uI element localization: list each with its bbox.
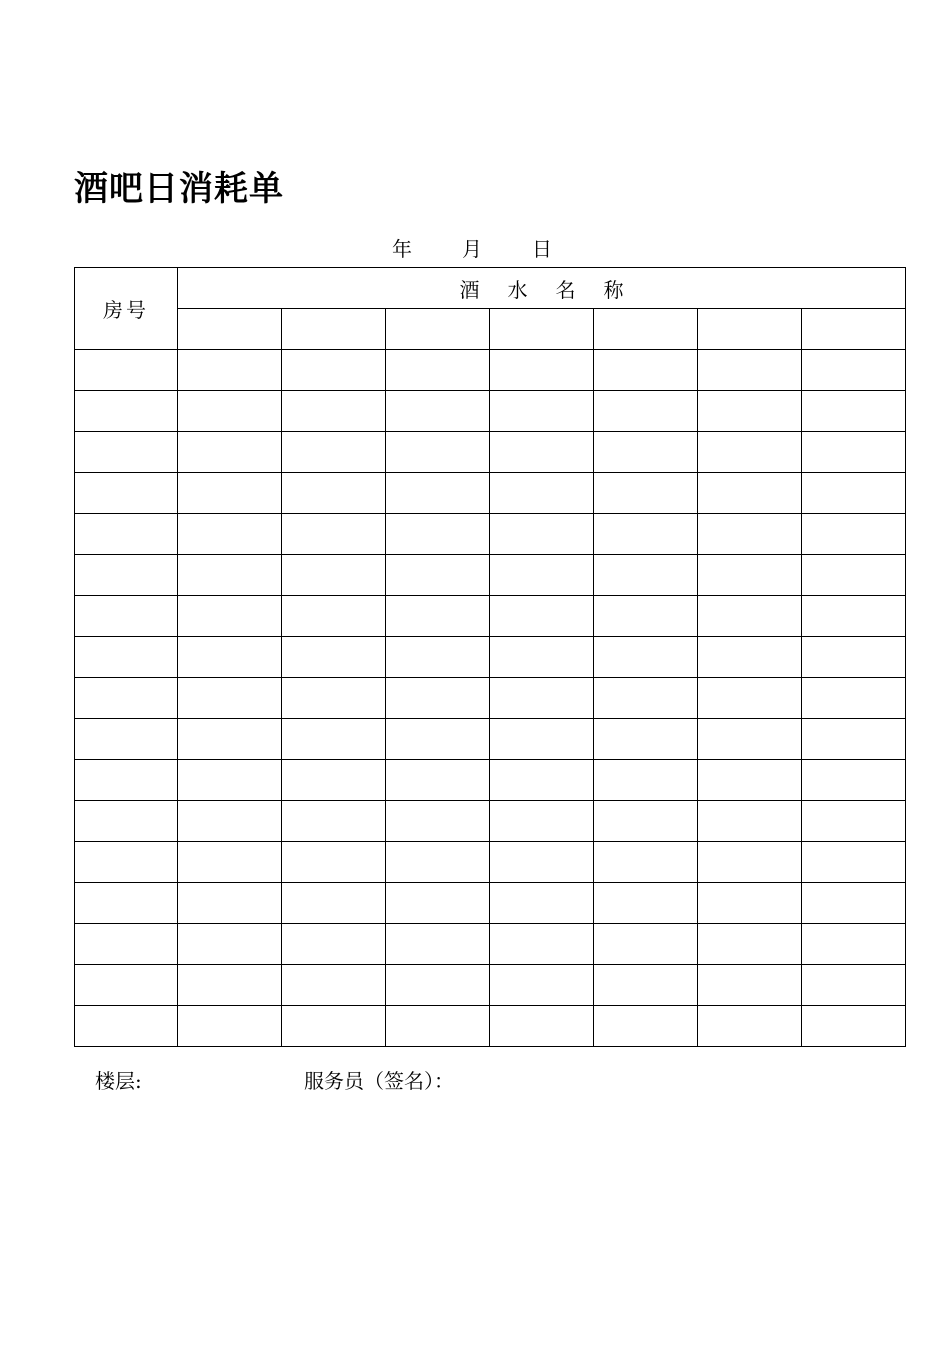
- quantity-cell[interactable]: [282, 719, 386, 760]
- quantity-cell[interactable]: [178, 760, 282, 801]
- quantity-cell[interactable]: [282, 473, 386, 514]
- drink-name-cell[interactable]: [594, 309, 698, 350]
- quantity-cell[interactable]: [698, 924, 802, 965]
- quantity-cell[interactable]: [594, 760, 698, 801]
- room-number-cell[interactable]: [75, 760, 178, 801]
- quantity-cell[interactable]: [802, 473, 906, 514]
- quantity-cell[interactable]: [490, 801, 594, 842]
- quantity-cell[interactable]: [698, 637, 802, 678]
- quantity-cell[interactable]: [802, 924, 906, 965]
- quantity-cell[interactable]: [386, 965, 490, 1006]
- room-number-header: 房号: [75, 268, 178, 350]
- room-number-cell[interactable]: [75, 555, 178, 596]
- quantity-cell[interactable]: [282, 514, 386, 555]
- quantity-cell[interactable]: [490, 432, 594, 473]
- room-number-cell[interactable]: [75, 719, 178, 760]
- quantity-cell[interactable]: [698, 760, 802, 801]
- room-number-cell[interactable]: [75, 432, 178, 473]
- quantity-cell[interactable]: [698, 432, 802, 473]
- quantity-cell[interactable]: [490, 883, 594, 924]
- quantity-cell[interactable]: [594, 637, 698, 678]
- quantity-cell[interactable]: [594, 473, 698, 514]
- quantity-cell[interactable]: [178, 883, 282, 924]
- table-row: [75, 760, 906, 801]
- quantity-cell[interactable]: [594, 719, 698, 760]
- quantity-cell[interactable]: [490, 842, 594, 883]
- drink-name-cell[interactable]: [490, 309, 594, 350]
- quantity-cell[interactable]: [698, 965, 802, 1006]
- quantity-cell[interactable]: [594, 924, 698, 965]
- quantity-cell[interactable]: [178, 514, 282, 555]
- quantity-cell[interactable]: [490, 391, 594, 432]
- quantity-cell[interactable]: [594, 678, 698, 719]
- quantity-cell[interactable]: [490, 514, 594, 555]
- drink-header-char: 水: [507, 277, 528, 302]
- quantity-cell[interactable]: [802, 965, 906, 1006]
- quantity-cell[interactable]: [386, 801, 490, 842]
- quantity-cell[interactable]: [802, 514, 906, 555]
- quantity-cell[interactable]: [490, 760, 594, 801]
- drink-header-char: 名: [555, 277, 576, 302]
- header-row-2: [75, 309, 906, 350]
- table-row: [75, 1006, 906, 1047]
- quantity-cell[interactable]: [490, 678, 594, 719]
- consumption-table: [74, 267, 906, 1047]
- floor-label: 楼层:: [95, 1069, 142, 1093]
- quantity-cell[interactable]: [282, 678, 386, 719]
- server-signature-label: 服务员（签名）：: [304, 1069, 454, 1093]
- table-row: [75, 678, 906, 719]
- quantity-cell[interactable]: [594, 391, 698, 432]
- quantity-cell[interactable]: [802, 432, 906, 473]
- quantity-cell[interactable]: [282, 350, 386, 391]
- drink-name-cell[interactable]: [282, 309, 386, 350]
- quantity-cell[interactable]: [178, 1006, 282, 1047]
- quantity-cell[interactable]: [178, 473, 282, 514]
- quantity-cell[interactable]: [594, 842, 698, 883]
- quantity-cell[interactable]: [802, 842, 906, 883]
- quantity-cell[interactable]: [594, 801, 698, 842]
- quantity-cell[interactable]: [178, 596, 282, 637]
- quantity-cell[interactable]: [178, 801, 282, 842]
- room-number-cell[interactable]: [75, 514, 178, 555]
- quantity-cell[interactable]: [802, 678, 906, 719]
- quantity-cell[interactable]: [698, 719, 802, 760]
- quantity-cell[interactable]: [490, 637, 594, 678]
- room-number-cell[interactable]: [75, 883, 178, 924]
- quantity-cell[interactable]: [698, 596, 802, 637]
- quantity-cell[interactable]: [178, 555, 282, 596]
- quantity-cell[interactable]: [490, 965, 594, 1006]
- date-day-label: 日: [532, 237, 552, 261]
- quantity-cell[interactable]: [490, 596, 594, 637]
- quantity-cell[interactable]: [386, 842, 490, 883]
- table-row: [75, 637, 906, 678]
- quantity-cell[interactable]: [386, 514, 490, 555]
- quantity-cell[interactable]: [178, 637, 282, 678]
- document-title: 酒吧日消耗单: [74, 169, 284, 209]
- quantity-cell[interactable]: [386, 1006, 490, 1047]
- quantity-cell[interactable]: [178, 719, 282, 760]
- quantity-cell[interactable]: [282, 801, 386, 842]
- quantity-cell[interactable]: [282, 596, 386, 637]
- room-number-cell[interactable]: [75, 350, 178, 391]
- quantity-cell[interactable]: [386, 555, 490, 596]
- table-row: [75, 555, 906, 596]
- quantity-cell[interactable]: [386, 596, 490, 637]
- quantity-cell[interactable]: [802, 719, 906, 760]
- table-row: [75, 924, 906, 965]
- quantity-cell[interactable]: [386, 473, 490, 514]
- quantity-cell[interactable]: [282, 760, 386, 801]
- quantity-cell[interactable]: [490, 473, 594, 514]
- drink-name-cell[interactable]: [178, 309, 282, 350]
- quantity-cell[interactable]: [386, 432, 490, 473]
- quantity-cell[interactable]: [594, 350, 698, 391]
- quantity-cell[interactable]: [490, 1006, 594, 1047]
- room-number-cell[interactable]: [75, 924, 178, 965]
- room-number-cell[interactable]: [75, 965, 178, 1006]
- quantity-cell[interactable]: [594, 596, 698, 637]
- table-row: [75, 391, 906, 432]
- quantity-cell[interactable]: [594, 432, 698, 473]
- quantity-cell[interactable]: [698, 1006, 802, 1047]
- quantity-cell[interactable]: [282, 637, 386, 678]
- quantity-cell[interactable]: [178, 965, 282, 1006]
- quantity-cell[interactable]: [490, 555, 594, 596]
- date-line: [392, 236, 552, 262]
- table-row: [75, 883, 906, 924]
- quantity-cell[interactable]: [282, 432, 386, 473]
- table-row: [75, 842, 906, 883]
- quantity-cell[interactable]: [386, 350, 490, 391]
- table-row: [75, 473, 906, 514]
- quantity-cell[interactable]: [594, 965, 698, 1006]
- quantity-cell[interactable]: [594, 1006, 698, 1047]
- quantity-cell[interactable]: [282, 965, 386, 1006]
- quantity-cell[interactable]: [698, 350, 802, 391]
- quantity-cell[interactable]: [802, 1006, 906, 1047]
- quantity-cell[interactable]: [386, 883, 490, 924]
- room-number-cell[interactable]: [75, 842, 178, 883]
- quantity-cell[interactable]: [282, 555, 386, 596]
- quantity-cell[interactable]: [802, 637, 906, 678]
- quantity-cell[interactable]: [594, 514, 698, 555]
- quantity-cell[interactable]: [490, 924, 594, 965]
- quantity-cell[interactable]: [802, 596, 906, 637]
- quantity-cell[interactable]: [698, 678, 802, 719]
- quantity-cell[interactable]: [698, 883, 802, 924]
- date-year-label: 年: [392, 237, 412, 261]
- table-row: [75, 514, 906, 555]
- quantity-cell[interactable]: [594, 883, 698, 924]
- room-number-cell[interactable]: [75, 473, 178, 514]
- quantity-cell[interactable]: [594, 555, 698, 596]
- table-row: [75, 596, 906, 637]
- drink-name-cell[interactable]: [698, 309, 802, 350]
- drink-name-cell[interactable]: [386, 309, 490, 350]
- quantity-cell[interactable]: [802, 350, 906, 391]
- quantity-cell[interactable]: [386, 760, 490, 801]
- quantity-cell[interactable]: [178, 924, 282, 965]
- table-row: [75, 801, 906, 842]
- quantity-cell[interactable]: [490, 350, 594, 391]
- quantity-cell[interactable]: [178, 350, 282, 391]
- drink-header-char: 称: [603, 277, 624, 302]
- quantity-cell[interactable]: [386, 637, 490, 678]
- quantity-cell[interactable]: [178, 678, 282, 719]
- quantity-cell[interactable]: [802, 391, 906, 432]
- room-number-cell[interactable]: [75, 801, 178, 842]
- room-number-cell[interactable]: [75, 637, 178, 678]
- quantity-cell[interactable]: [282, 1006, 386, 1047]
- quantity-cell[interactable]: [802, 883, 906, 924]
- quantity-cell[interactable]: [282, 842, 386, 883]
- quantity-cell[interactable]: [490, 719, 594, 760]
- header-row-1: [75, 268, 906, 309]
- quantity-cell[interactable]: [386, 391, 490, 432]
- room-number-cell[interactable]: [75, 391, 178, 432]
- drink-header-char: 酒: [459, 277, 480, 302]
- quantity-cell[interactable]: [282, 883, 386, 924]
- table-row: [75, 965, 906, 1006]
- quantity-cell[interactable]: [802, 801, 906, 842]
- quantity-cell[interactable]: [698, 801, 802, 842]
- quantity-cell[interactable]: [282, 391, 386, 432]
- date-month-label: 月: [462, 237, 482, 261]
- quantity-cell[interactable]: [282, 924, 386, 965]
- quantity-cell[interactable]: [698, 514, 802, 555]
- drink-name-header: [178, 268, 906, 309]
- table-row: [75, 432, 906, 473]
- room-number-cell[interactable]: [75, 678, 178, 719]
- table-row: [75, 719, 906, 760]
- room-number-cell[interactable]: [75, 1006, 178, 1047]
- quantity-cell[interactable]: [178, 391, 282, 432]
- quantity-cell[interactable]: [698, 391, 802, 432]
- quantity-cell[interactable]: [386, 924, 490, 965]
- quantity-cell[interactable]: [386, 719, 490, 760]
- quantity-cell[interactable]: [698, 473, 802, 514]
- quantity-cell[interactable]: [178, 842, 282, 883]
- table-row: [75, 350, 906, 391]
- room-number-cell[interactable]: [75, 596, 178, 637]
- quantity-cell[interactable]: [802, 555, 906, 596]
- quantity-cell[interactable]: [698, 842, 802, 883]
- quantity-cell[interactable]: [698, 555, 802, 596]
- quantity-cell[interactable]: [178, 432, 282, 473]
- quantity-cell[interactable]: [386, 678, 490, 719]
- drink-name-cell[interactable]: [802, 309, 906, 350]
- quantity-cell[interactable]: [802, 760, 906, 801]
